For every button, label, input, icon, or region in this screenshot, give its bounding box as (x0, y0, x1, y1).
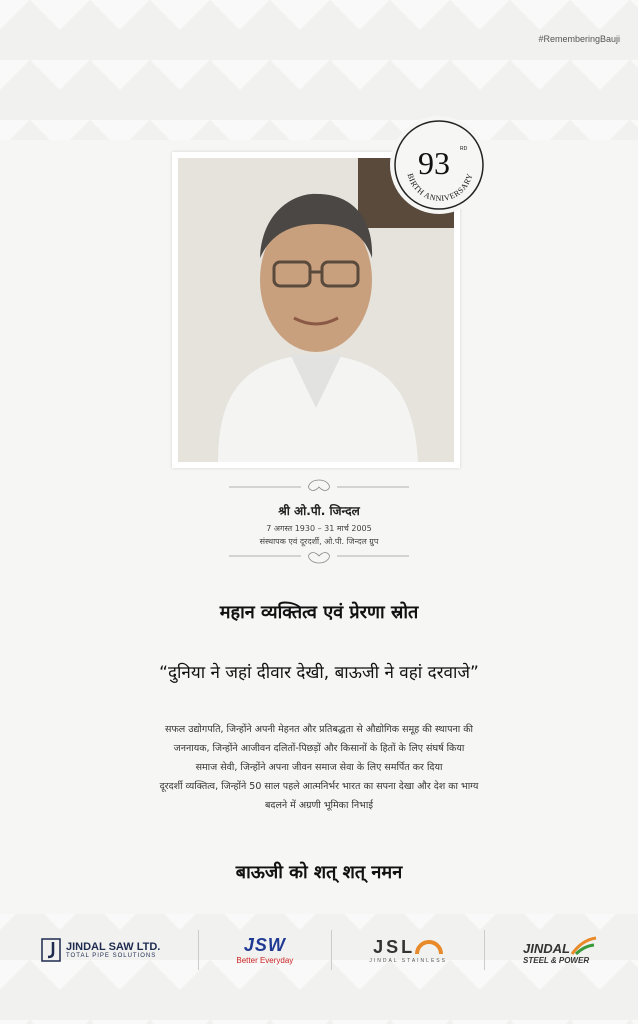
badge-number: 93 (418, 145, 450, 181)
jsl-arc-icon (415, 939, 443, 955)
logo-strip (40, 920, 598, 980)
jindal-steel-name: JINDAL (523, 940, 570, 956)
ornament-top-icon (219, 478, 419, 496)
jindal-steel-power-logo (523, 926, 598, 974)
jsw-tagline: Better Everyday (236, 956, 294, 965)
hashtag: #RememberingBauji (538, 34, 620, 44)
jindal-saw-tagline: TOTAL PIPE SOLUTIONS (66, 953, 157, 959)
person-dates: 7 अगस्त 1930 – 31 मार्च 2005 (266, 524, 372, 533)
jsw-logo (236, 926, 293, 974)
paragraph-line: बदलने में अग्रणी भूमिका निभाई (264, 800, 373, 811)
tribute-line: बाऊजी को शत् शत् नमन (235, 862, 403, 883)
ornament-bottom-icon (219, 547, 419, 565)
jsl-tagline: JINDAL STAINLESS (369, 957, 447, 964)
logo-divider (198, 930, 199, 970)
main-heading: महान व्यक्तित्व एवं प्रेरणा स्रोत (219, 602, 419, 623)
jindal-steel-tagline: STEEL & POWER (523, 955, 590, 965)
paragraph-line: सफल उद्योगपति, जिन्होंने अपनी मेहनत और प्रतिबद्धता से औद्योगिक समूह की स्थापना की (165, 724, 473, 735)
person-role: संस्थापक एवं दूरदर्शी, ओ.पी. जिन्दल ग्रुप (259, 537, 379, 546)
person-name: श्री ओ.पी. जिन्दल (278, 504, 360, 518)
jindal-saw-logo (40, 926, 160, 974)
logo-divider (331, 930, 332, 970)
jindal-saw-name: JINDAL SAW LTD. (66, 941, 161, 953)
jindal-leaf-icon (570, 936, 598, 956)
name-block (0, 478, 638, 569)
jsl-name: JSL (373, 936, 416, 957)
jindal-saw-emblem-icon (40, 937, 62, 963)
logo-divider (484, 930, 485, 970)
jsw-name: JSW (243, 935, 286, 955)
paragraph-line: जननायक, जिन्होंने आजीवन दलितों-पिछड़ों और किसानों के हितों के लिए संघर्ष किया (173, 743, 465, 754)
jsl-logo (369, 926, 447, 974)
anniversary-badge (390, 116, 488, 214)
paragraph-line: दूरदर्शी व्यक्तित्व, जिन्होंने 50 साल पहले आत्मनिर्भर भारत का सपना देखा और देश का भाग्य (159, 781, 479, 792)
badge-text: BIRTH ANNIVERSARY (405, 172, 475, 204)
tribute-paragraph (96, 720, 542, 815)
badge-suffix: RD (460, 146, 468, 152)
paragraph-line: समाज सेवी, जिन्होंने अपना जीवन समाज सेवा के लिए समर्पित कर दिया (195, 762, 443, 773)
quote: “दुनिया ने जहां दीवार देखी, बाऊजी ने वहां दरवाजे” (159, 663, 479, 683)
